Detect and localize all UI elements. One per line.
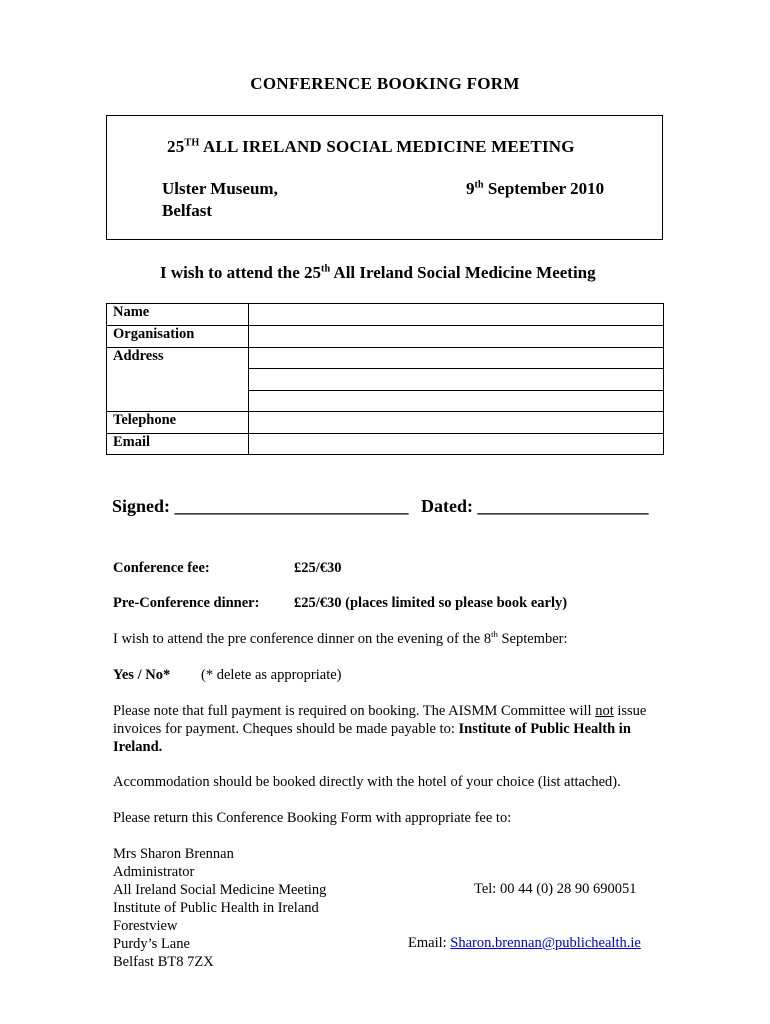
dinner-fee-value: £25/€30 (places limited so please book early)	[294, 595, 568, 611]
meeting-title: 25TH ALL IRELAND SOCIAL MEDICINE MEETING	[167, 137, 575, 156]
name-field[interactable]	[249, 304, 664, 326]
registration-details-table	[106, 303, 664, 455]
address-label: Address	[107, 348, 249, 412]
telephone-label: Telephone	[107, 412, 249, 434]
document-title: CONFERENCE BOOKING FORM	[250, 74, 520, 93]
address-line: Purdy’s Lane	[113, 936, 190, 952]
signed-line[interactable]: Signed: __________________________	[112, 496, 409, 516]
organisation-field[interactable]	[249, 326, 664, 348]
yes-no-choice[interactable]: Yes / No*	[113, 667, 171, 683]
email-link[interactable]: Sharon.brennan@publichealth.ie	[450, 935, 641, 951]
address-field-1[interactable]	[249, 348, 664, 369]
venue-line-2: Belfast	[162, 201, 213, 220]
organisation-label: Organisation	[107, 326, 249, 348]
address-field-3[interactable]	[249, 391, 664, 412]
table-row	[107, 434, 664, 455]
email-prefix: Email:	[408, 935, 451, 951]
address-line: All Ireland Social Medicine Meeting	[113, 882, 327, 898]
return-instructions: Please return this Conference Booking Form with appropriate fee to:	[113, 810, 512, 826]
contact-email	[408, 934, 641, 952]
address-line: Forestview	[113, 918, 178, 934]
name-label: Name	[107, 304, 249, 326]
payment-note: Please note that full payment is required on booking. The AISMM Committee will not issue invoices for payment. Cheques should be made payable to: Institute of Public Health in Ireland.	[113, 703, 647, 755]
dinner-fee-label: Pre-Conference dinner:	[113, 595, 260, 611]
address-line: Mrs Sharon Brennan	[113, 846, 234, 862]
address-line: Administrator	[113, 864, 195, 880]
conference-fee-label: Conference fee:	[113, 560, 210, 576]
email-field[interactable]	[249, 434, 664, 455]
table-row	[107, 348, 664, 369]
telephone-field[interactable]	[249, 412, 664, 434]
address-line: Belfast BT8 7ZX	[113, 954, 214, 970]
contact-telephone: Tel: 00 44 (0) 28 90 690051	[474, 881, 637, 897]
table-row	[107, 326, 664, 348]
table-row	[107, 412, 664, 434]
dated-line[interactable]: Dated: ___________________	[421, 496, 649, 516]
meeting-date: 9th September 2010	[466, 179, 605, 198]
yes-no-note: (* delete as appropriate)	[201, 667, 342, 683]
address-line: Institute of Public Health in Ireland	[113, 900, 319, 916]
table-row	[107, 304, 664, 326]
attend-statement: I wish to attend the 25th All Ireland Social Medicine Meeting	[160, 263, 596, 282]
address-field-2[interactable]	[249, 369, 664, 391]
conference-fee-value: £25/€30	[294, 560, 342, 576]
accommodation-note: Accommodation should be booked directly with the hotel of your choice (list attached).	[113, 774, 621, 790]
venue-line-1: Ulster Museum,	[162, 179, 278, 198]
meeting-info-box	[106, 115, 663, 240]
email-label: Email	[107, 434, 249, 455]
dinner-question: I wish to attend the pre conference dinner on the evening of the 8th September:	[113, 629, 568, 647]
contact-address	[113, 845, 326, 971]
